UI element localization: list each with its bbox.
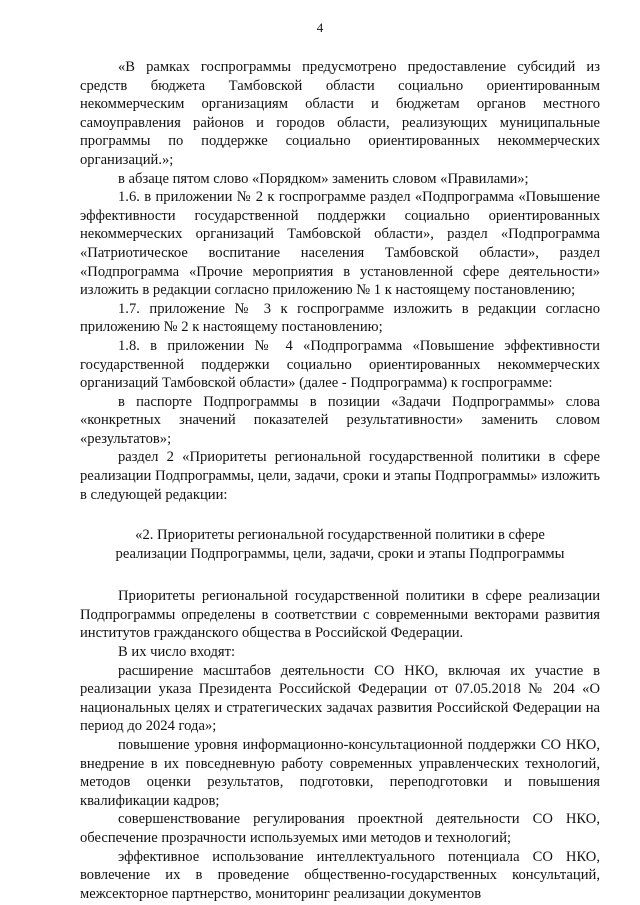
page-number: 4 — [316, 20, 324, 35]
paragraph-item-1-8: 1.8. в приложении № 4 «Подпрограмма «Повышение эффективности государственной поддержки социально ориентированных некоммерческих организаций Тамбовской области» (далее - Подпрограмма) к госпрограмме: — [80, 337, 600, 392]
paragraph-item-1-7: 1.7. приложение № 3 к госпрограмме изложить в редакции согласно приложению № 2 к настоящему постановлению; — [80, 300, 600, 336]
paragraph-item-1-6: 1.6. в приложении № 2 к госпрограмме раздел «Подпрограмма «Повышение эффективности государственной поддержки социально ориентированных некоммерческих организаций Тамбовской области», раздел «Подпрограмма «Патриотическое воспитание населения Тамбовской области», раздел «Подпрограмма «Прочие мероприятия в установленной сфере деятельности» изложить в редакции согласно приложению № 1 к настоящему постановлению; — [80, 189, 600, 299]
paragraph-passport-change: в паспорте Подпрограммы в позиции «Задачи Подпрограммы» слова «конкретных значений показателей результативности» заменить словом «результатов»; — [80, 393, 600, 447]
paragraph-intellectual-potential: эффективное использование интеллектуального потенциала СО НКО, вовлечение их в проведение общественно-государственных консультаций, межсекторное партнерство, мониторинг реализации документов — [80, 848, 600, 902]
paragraph-replace-word: в абзаце пятом слово «Порядком» заменить словом «Правилами»; — [118, 170, 529, 187]
paragraph-section-2-intro: раздел 2 «Приоритеты региональной государственной политики в сфере реализации Подпрограммы, цели, задачи, сроки и этапы Подпрограммы» изложить в следующей редакции: — [80, 449, 600, 503]
section-heading — [80, 526, 600, 564]
paragraph-include: В их число входят: — [118, 644, 236, 661]
paragraph-regulation: совершенствование регулирования проектной деятельности СО НКО, обеспечение прозрачности используемых ими методов и технологий; — [80, 811, 600, 846]
paragraph-expansion: расширение масштабов деятельности СО НКО, включая их участие в реализации указа Президента Российской Федерации от 07.05.2018 № 204 «О национальных целях и стратегических задачах развития Российской Федерации на период до 2024 года»; — [80, 662, 600, 735]
section-heading-line-1: «2. Приоритеты региональной государственной политики в сфере — [135, 527, 545, 544]
paragraph-quote-subsidies: «В рамках госпрограммы предусмотрено предоставление субсидий из средств бюджета Тамбовской области социально ориентированным некоммерческим организациям области и бюджетам органов местного самоуправления районов и городов области, реализующих муниципальные программы по поддержке социально ориентированных некоммерческих организаций.»; — [80, 59, 600, 168]
section-heading-line-2: реализации Подпрограммы, цели, задачи, сроки и этапы Подпрограммы — [115, 546, 565, 563]
paragraph-support: повышение уровня информационно-консультационной поддержки СО НКО, внедрение в их повседневную работу современных управленческих технологий, методов оценки результатов, подготовки, переподготовки и повышения квалификации кадров; — [80, 737, 600, 809]
paragraph-priorities: Приоритеты региональной государственной политики в сфере реализации Подпрограммы определены в соответствии с современными векторами развития институтов гражданского общества в Российской Федерации. — [80, 588, 600, 642]
document-body — [80, 58, 600, 903]
